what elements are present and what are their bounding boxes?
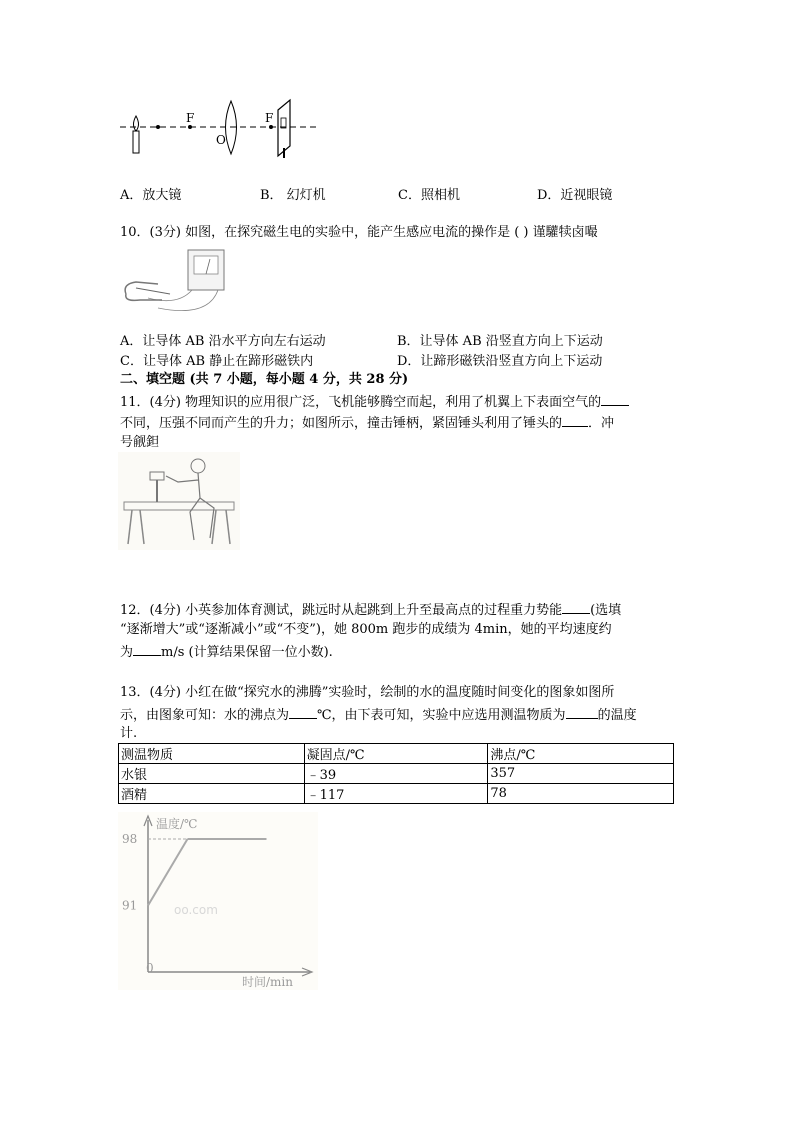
- y-tick-label: 98: [122, 832, 138, 846]
- q11-line-3: 号觎鉭: [120, 435, 160, 450]
- q9-option-b: B． 幻灯机: [260, 188, 326, 203]
- conductor-ab: [136, 288, 170, 294]
- table-cell: 酒精: [119, 784, 305, 804]
- focal-point-right: [269, 125, 273, 129]
- lens-diagram: [118, 98, 328, 160]
- table-cell: 水银: [119, 764, 305, 784]
- q11-blank-1: [601, 391, 629, 406]
- table-header-cell: 凝固点/℃: [304, 744, 488, 764]
- q12-text-3b: m/s (计算结果保留一位小数).: [161, 645, 333, 660]
- table-row: [119, 784, 674, 804]
- q13-text-2c: 的温度: [597, 708, 637, 723]
- q11-text-2: 不同，压强不同而产生的升力；如图所示，撞击锤柄，紧固锤头利用了锤头的: [120, 416, 563, 431]
- table-header-row: [119, 744, 674, 764]
- q12-line-1: [120, 599, 621, 621]
- table-cell: 78: [488, 784, 674, 804]
- q10-option-b: B．让导体 AB 沿竖直方向上下运动: [397, 334, 603, 349]
- table-cell: 357: [488, 764, 674, 784]
- origin-label: 0: [146, 961, 154, 975]
- table-header-cell: 沸点/℃: [488, 744, 674, 764]
- focal-point-left: [156, 125, 160, 129]
- watermark: oo.com: [174, 903, 218, 917]
- q9-option-c: C．照相机: [398, 188, 460, 203]
- q12-line-2: “逐渐增大”或“逐渐减小”或“不变”)，她 800m 跑步的成绩为 4min，她的平均速度约: [120, 622, 612, 637]
- table-row: [119, 764, 674, 784]
- q13-line-3: 计.: [120, 726, 138, 741]
- y-tick-label: 91: [122, 898, 138, 913]
- q13-text-2: 示，由图象可知：水的沸点为: [120, 708, 290, 723]
- q12-text-3: 为: [120, 645, 134, 660]
- label-f-left: F: [186, 111, 195, 125]
- y-axis-label: 温度/℃: [156, 817, 198, 831]
- q12-text-1: 12．(4分) 小英参加体育测试，跳远时从起跳到上升至最高点的过程重力势能: [120, 603, 563, 618]
- q12-line-3: [120, 641, 333, 663]
- q13-line-2: [120, 704, 637, 726]
- q11-text-2b: ．冲: [588, 416, 615, 431]
- temperature-time-chart: [118, 812, 318, 990]
- q13-text-2b: ℃，由下表可知，实验中应选用测温物质为: [317, 708, 566, 723]
- q12-blank-1: [562, 599, 590, 614]
- q11-blank-2: [562, 412, 588, 427]
- q10-option-a: A．让导体 AB 沿水平方向左右运动: [120, 334, 326, 349]
- thermometer-substance-table: [118, 743, 674, 804]
- table-cell: ﹣39: [304, 764, 488, 784]
- q13-line-1: 13．(4分) 小红在做“探究水的沸腾”实验时，绘制的水的温度随时间变化的图象如图所: [120, 685, 615, 700]
- q9-option-d: D．近视眼镜: [537, 188, 613, 203]
- candle-flame: [134, 116, 139, 131]
- q9-option-a: A．放大镜: [120, 188, 182, 203]
- q10-option-c: C．让导体 AB 静止在蹄形磁铁内: [120, 354, 314, 369]
- induction-apparatus-figure: [118, 246, 240, 324]
- hammer-bench-figure: [118, 452, 240, 550]
- q11-line-1: [120, 391, 629, 413]
- galvanometer-dial: [194, 256, 218, 274]
- q12-blank-2: [133, 641, 161, 656]
- table-cell: ﹣117: [304, 784, 488, 804]
- q13-blank-2: [566, 704, 598, 719]
- focal-point-2f: [188, 125, 192, 129]
- section-2-title: 二、填空题 (共 7 小题，每小题 4 分，共 28 分): [120, 372, 409, 387]
- q11-line-2: [120, 412, 614, 434]
- q10-option-d: D．让蹄形磁铁沿竖直方向上下运动: [397, 354, 603, 369]
- q12-text-1b: (选填: [590, 603, 622, 618]
- candle: [133, 131, 139, 153]
- q10-stem: 10．(3分) 如图，在探究磁生电的实验中，能产生感应电流的操作是 ( ) 谨驩犊卤嘬: [120, 225, 598, 240]
- label-o: O: [216, 133, 226, 147]
- q11-text-1: 11．(4分) 物理知识的应用很广泛，飞机能够腾空而起，利用了机翼上下表面空气的: [120, 395, 602, 410]
- table-header-cell: 测温物质: [119, 744, 305, 764]
- q13-blank-1: [289, 704, 317, 719]
- x-axis-label: 时间/min: [242, 975, 293, 989]
- label-f-right: F: [265, 111, 274, 125]
